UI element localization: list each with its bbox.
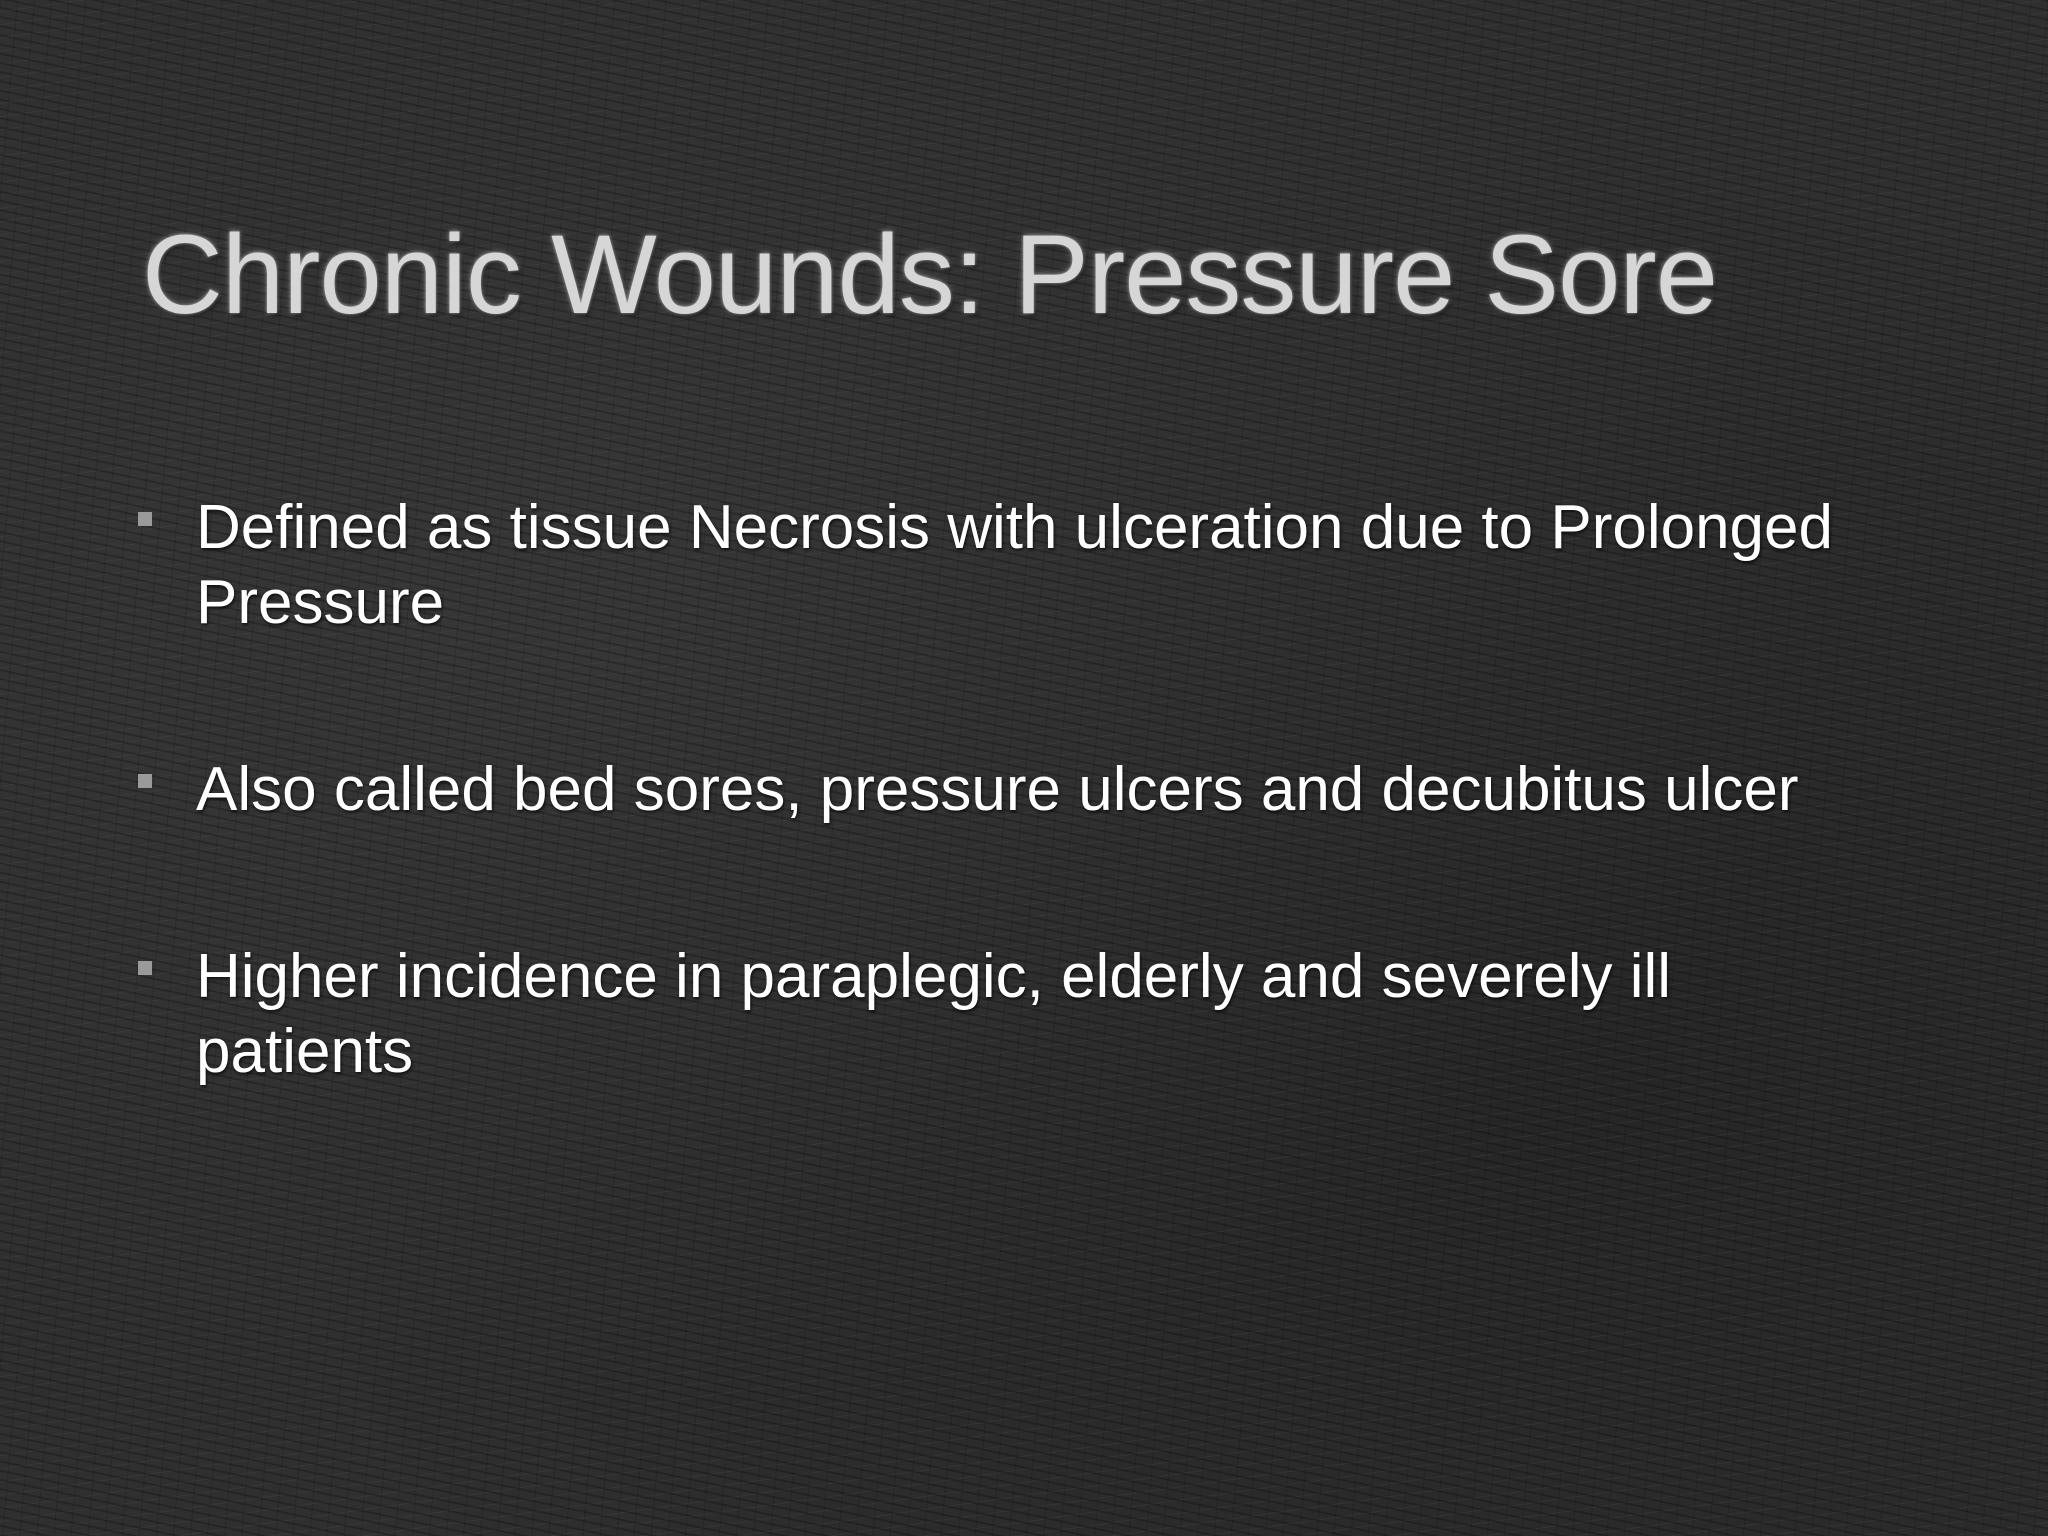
list-item — [138, 939, 1858, 1089]
list-item — [138, 752, 1858, 827]
square-bullet-icon — [138, 512, 152, 526]
list-item — [138, 490, 1858, 640]
bullet-list — [138, 490, 1858, 1201]
bullet-text: Also called bed sores, pressure ulcers and decubitus ulcer — [196, 755, 1799, 824]
bullet-text: Defined as tissue Necrosis with ulceration due to Prolonged Pressure — [196, 493, 1834, 637]
square-bullet-icon — [138, 961, 152, 975]
square-bullet-icon — [138, 774, 152, 788]
slide-title: Chronic Wounds: Pressure Sore — [142, 212, 1717, 337]
bullet-text: Higher incidence in paraplegic, elderly and severely ill patients — [196, 942, 1672, 1086]
